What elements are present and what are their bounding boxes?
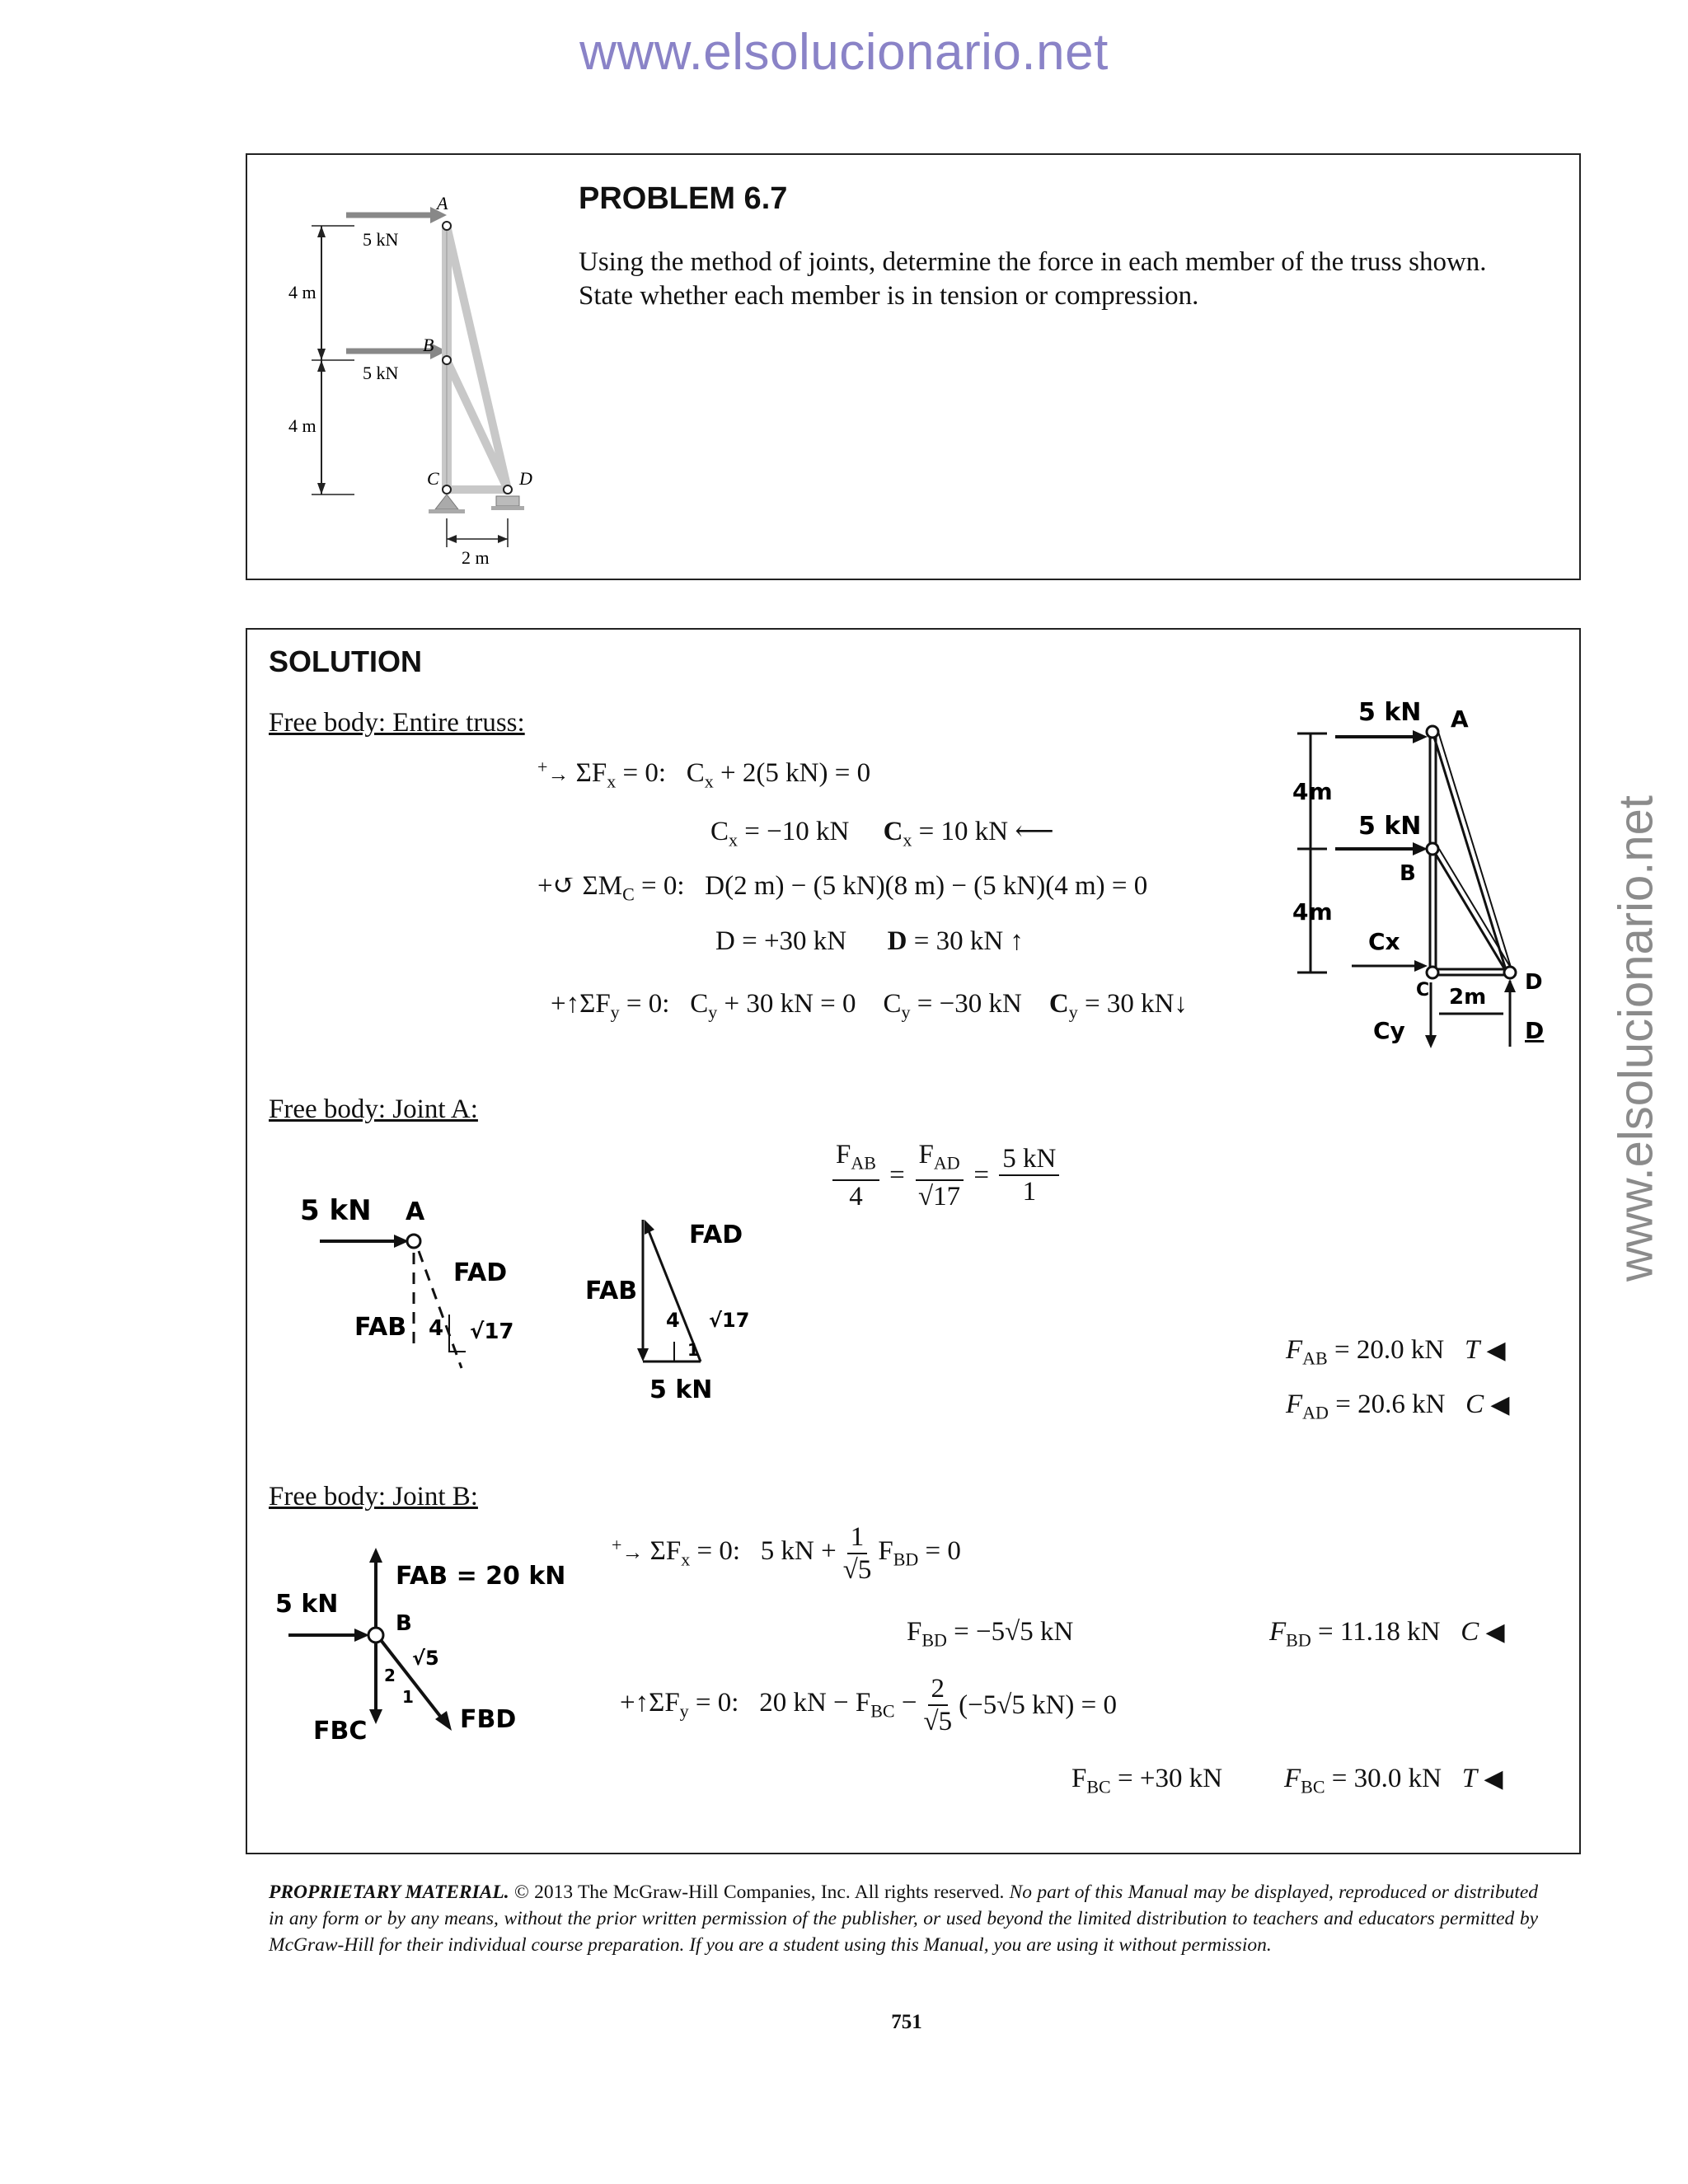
fig-label-c: C (427, 468, 439, 489)
ska-four: 4 (429, 1316, 444, 1341)
sk1-cy: Cy (1373, 1017, 1405, 1044)
answer-fbc: $F_{BC} = 30.0$ kN T ◀ (1284, 1764, 1503, 1797)
sketch-entire-truss (1286, 692, 1550, 1055)
problem-box (246, 153, 1581, 580)
fig-label-d: D (519, 468, 532, 489)
skb-fab: FAB = 20 kN (396, 1562, 566, 1591)
truss-figure (264, 168, 536, 572)
footer-lead: PROPRIETARY MATERIAL. (269, 1882, 509, 1903)
skb-sqrt5: √5 (412, 1647, 439, 1670)
footer-notice (269, 1879, 1538, 1958)
fig-label-a: A (437, 193, 448, 213)
sk1-load2: 5 kN (1358, 812, 1422, 841)
sk1-dlabel: D (1525, 1017, 1545, 1044)
skb-fbc: FBC (313, 1717, 368, 1746)
watermark-side: www.elsolucionario.net (1609, 795, 1663, 1282)
ska-a: A (406, 1197, 425, 1226)
sk1-b: B (1400, 861, 1416, 886)
ska-sqrt17: √17 (470, 1319, 514, 1344)
ska-tri-four: 4 (666, 1309, 680, 1332)
skb-fbd: FBD (460, 1705, 517, 1734)
ska-fad: FAD (453, 1258, 508, 1287)
sk1-a: A (1451, 705, 1469, 733)
skb-one: 1 (402, 1687, 414, 1707)
load-b-label: 5 kN (363, 363, 399, 383)
page-number: 751 (891, 2011, 922, 2033)
footer-text: No part of this Manual may be displayed, reproduced or distributed in any form or by any means, without the prior written permission of the publisher, or used beyond the limited distribution to teachers and educators permitted by McGraw-Hill for their individual course preparation. If you are a student using this Manual, you are using it without permission. (269, 1882, 1539, 1956)
watermark-top: www.elsolucionario.net (579, 24, 1109, 81)
sk1-c: C (1416, 980, 1430, 1001)
skb-two: 2 (384, 1666, 396, 1685)
ska-tri-fad: FAD (689, 1221, 743, 1249)
eq-joint-b-fx: $^+\to \Sigma F_x = 0$: 5 kN + $\frac{1}{√5}$ $F_{BD} = 0$ (612, 1522, 961, 1585)
fb-entire-truss: Free body: Entire truss: (269, 708, 525, 738)
fb-joint-a: Free body: Joint A: (269, 1094, 478, 1124)
answer-fad: $F_{AD} = 20.6$ kN C ◀ (1286, 1390, 1510, 1423)
dim-label-1: 4 m (288, 282, 316, 302)
eq-fbc: $F_{BC} = +30$ kN (1071, 1764, 1223, 1797)
eq-fbd: $F_{BD} = -5√5$ kN (907, 1617, 1074, 1651)
problem-statement-2: State whether each member is in tension or compression. (579, 281, 1199, 311)
ska-tri-sqrt17: √17 (709, 1309, 750, 1332)
sketch-joint-a (297, 1187, 758, 1418)
fb-joint-b: Free body: Joint B: (269, 1482, 478, 1511)
dim-label-2: 4 m (288, 415, 316, 436)
sk1-dim2: 4m (1292, 898, 1333, 926)
eq-cx: $C_x = -10$ kN $C_x = 10$ kN ⟵ (710, 817, 1054, 851)
footer-copyright: © 2013 The McGraw-Hill Companies, Inc. All rights reserved. (513, 1882, 1005, 1903)
answer-fbd: $F_{BD} = 11.18$ kN C ◀ (1269, 1617, 1505, 1651)
eq-joint-b-fy: $+↑\Sigma F_y = 0$: 20 kN − $F_{BC}$ − $\frac{2}{√5}$ (−5√5 kN) = 0 (620, 1674, 1118, 1736)
sketch-joint-b (272, 1541, 569, 1755)
ska-tri-one: 1 (687, 1340, 699, 1360)
sk1-dim1: 4m (1292, 778, 1333, 805)
ska-load: 5 kN (300, 1194, 372, 1227)
dim-label-3: 2 m (462, 547, 490, 568)
ska-tri-base: 5 kN (649, 1376, 713, 1404)
solution-heading: SOLUTION (269, 644, 422, 678)
eq-sum-fx-1: $^+\to \Sigma F_x = 0$: $C_x + 2(5$ kN) = 0 (537, 757, 871, 792)
sk1-dim3: 2m (1449, 985, 1487, 1010)
eq-sum-mc: +↺ $\Sigma M_C = 0$: D(2 m) − (5 kN)(8 m) − (5 kN)(4 m) = 0 (537, 871, 1148, 905)
eq-d: D = +30 kN D = 30 kN ↑ (715, 926, 1024, 956)
eq-sum-fy-1: $+↑\Sigma F_y = 0$: $C_y + 30$ kN = 0 $C_y = -30$ kN $C_y = 30$ kN↓ (551, 989, 1188, 1023)
sk1-d: D (1525, 970, 1543, 995)
load-a-label: 5 kN (363, 229, 399, 250)
ska-fab: FAB (354, 1313, 407, 1342)
fig-label-b: B (423, 335, 434, 355)
answer-fab: $F_{AB} = 20.0$ kN T ◀ (1286, 1335, 1506, 1369)
skb-load: 5 kN (275, 1590, 339, 1619)
eq-joint-a-ratio: $\frac{F_{AB}}{4}$ = $\frac{F_{AD}}{√17}$ = $\frac{5 kN}{1}$ (829, 1139, 1062, 1212)
problem-title: PROBLEM 6.7 (579, 181, 788, 216)
sk1-load1: 5 kN (1358, 698, 1422, 727)
sk1-cx: Cx (1368, 928, 1400, 955)
ska-tri-fab: FAB (585, 1277, 638, 1305)
skb-b: B (396, 1611, 412, 1636)
problem-statement-1: Using the method of joints, determine the force in each member of the truss shown. (579, 247, 1487, 277)
